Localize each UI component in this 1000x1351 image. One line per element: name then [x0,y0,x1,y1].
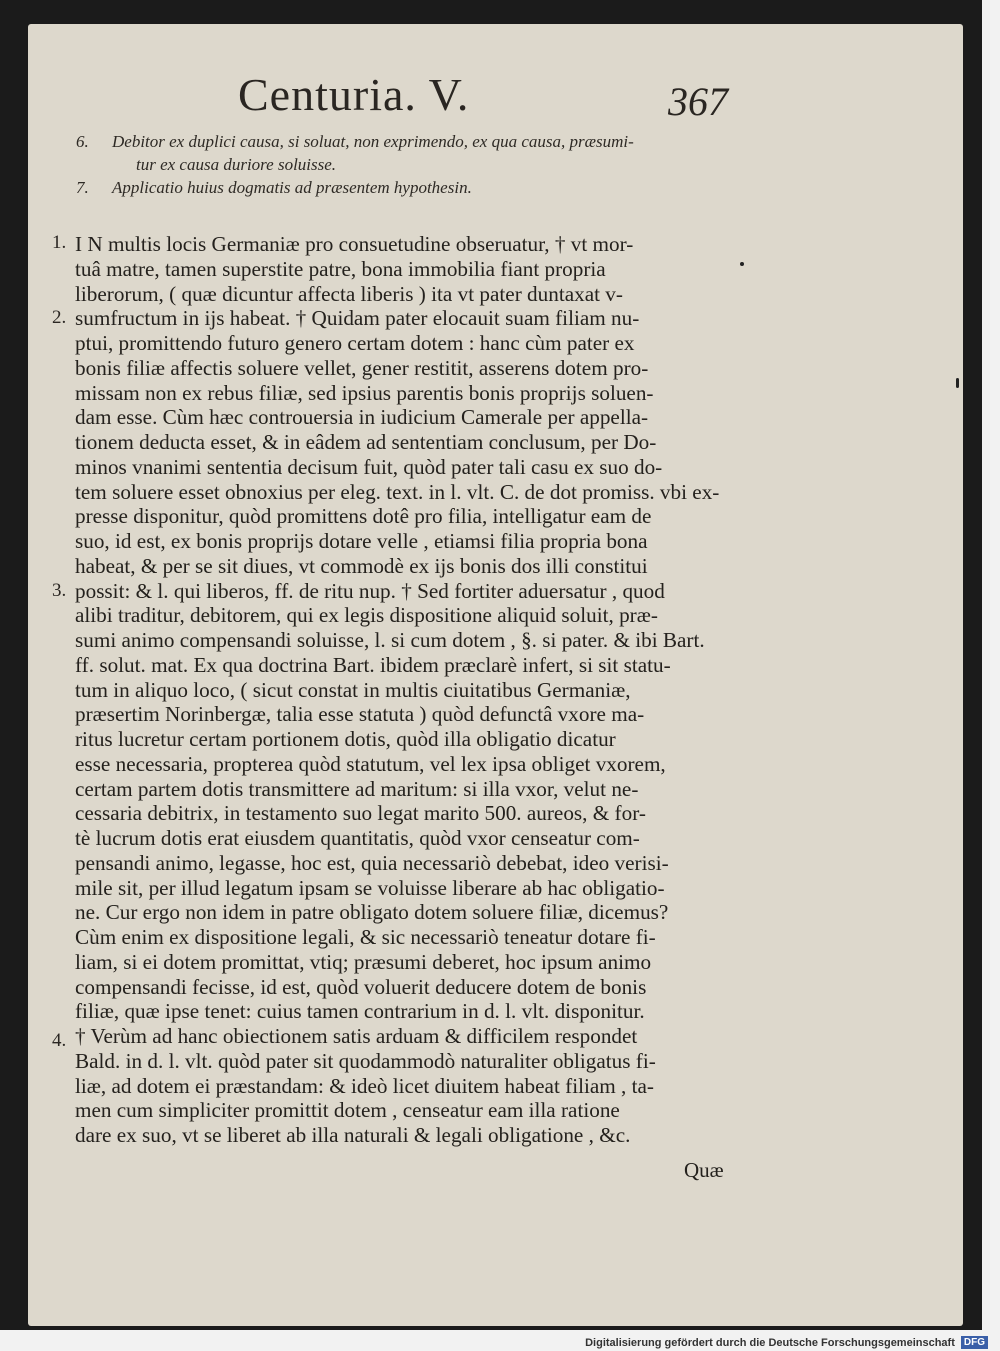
text-line: liam, si ei dotem promittat, vtiq; præsumi deberet, hoc ipsum animo [75,949,652,974]
page-header [238,68,738,128]
margin-marker: 2. [52,307,67,328]
margin-marker: 3. [52,580,67,601]
margin-marker: 4. [52,1030,67,1051]
text-line: mile sit, per illud legatum ipsam se voluisse liberare ab hac obligatio- [75,875,665,900]
text-line: ff. solut. mat. Ex qua doctrina Bart. ibidem præclarè infert, si sit statu- [75,652,671,677]
text-line: tionem deducta esset, & in eâdem ad sententiam conclusum, per Do- [75,430,657,454]
text-line: liæ, ad dotem ei præstandam: & ideò licet diuitem habeat filiam , ta- [75,1073,654,1098]
text-line: pensandi animo, legasse, hoc est, quia necessariò debebat, ideo verisi- [75,850,669,875]
text-line: ritus lucretur certam portionem dotis, quòd illa obligatio dicatur [75,727,616,751]
summary-text: Applicatio huius dogmatis ad præsentem hypothesin. [112,178,472,197]
text-line: filiæ, quæ ipse tenet: cuius tamen contrarium in d. l. vlt. disponitur. [75,999,645,1024]
text-line: bonis filiæ affectis soluere vellet, gener restitit, asserens dotem pro- [75,355,649,380]
text-line: sumfructum in ijs habeat. † Quidam pater elocauit suam filiam nu- [75,306,640,331]
credit-text: Digitalisierung gefördert durch die Deutsche Forschungsgemeinschaft [585,1336,955,1349]
text-line: tè lucrum dotis erat eiusdem quantitatis, quòd vxor censeatur com- [75,826,640,850]
running-title: Centuria. V. [238,69,470,120]
text-line: minos vnanimi sententia decisum fuit, quòd pater tali casu ex suo do- [75,454,663,479]
text-line: alibi traditur, debitorem, qui ex legis dispositione aliquid soluit, præ- [75,603,658,628]
digitization-credit [585,1336,988,1349]
summary-item [72,176,752,199]
text-line: I N multis locis Germaniæ pro consuetudine obseruatur, † vt mor- [75,232,634,256]
text-line: tuâ matre, tamen superstite patre, bona immobilia fiant propria [75,256,606,281]
summary-text-continued: tur ex causa duriore soluisse. [136,155,337,174]
ink-speck [740,262,744,266]
text-line: sumi animo compensandi soluisse, l. si cum dotem , §. si pater. & ibi Bart. [75,628,705,652]
text-line: esse necessaria, propterea quòd statutum, vel lex ipsa obliget vxorem, [75,751,666,776]
summary-number: 7. [76,178,89,197]
text-line: tem soluere esset obnoxius per eleg. text. in l. vlt. C. de dot promiss. vbi ex- [75,479,720,504]
text-line: compensandi fecisse, id est, quòd voluerit deducere dotem de bonis [75,974,647,999]
text-line: † Verùm ad hanc obiectionem satis arduam & difficilem respondet [75,1024,638,1048]
text-line: suo, id est, ex bonis proprijs dotare velle , etiamsi filia propria bona [75,529,648,553]
text-line: men cum simpliciter promittit dotem , censeatur eam illa ratione [75,1098,620,1123]
page-number: 367 [668,79,728,124]
ink-speck [956,378,959,388]
text-line: Cùm enim ex dispositione legali, & sic necessariò teneatur dotare fi- [75,925,656,949]
summary-number: 6. [76,132,89,151]
body-text [75,232,735,1148]
summary-text: Debitor ex duplici causa, si soluat, non exprimendo, ex qua causa, præsumi- [112,132,634,151]
text-line: missam non ex rebus filiæ, sed ipsius parentis bonis proprijs soluen- [75,380,654,405]
text-line: tum in aliquo loco, ( sicut constat in multis ciuitatibus Germaniæ, [75,677,631,702]
text-line: certam partem dotis transmittere ad maritum: si illa vxor, velut ne- [75,776,639,801]
text-line: ne. Cur ergo non idem in patre obligato dotem soluere filiæ, dicemus? [75,900,669,925]
text-line: habeat, & per se sit diues, vt commodè ex ijs bonis dos illi constitui [75,553,648,578]
text-line: ptui, promittendo futuro genero certam dotem : hanc cùm pater ex [75,331,635,355]
text-line: presse disponitur, quòd promittens dotê pro filia, intelligatur eam de [75,504,652,529]
catchword: Quæ [684,1158,724,1182]
text-line: dam esse. Cùm hæc controuersia in iudicium Camerale per appella- [75,405,649,430]
text-line: dare ex suo, vt se liberet ab illa naturali & legali obligatione , &c. [75,1123,631,1147]
chapter-summary [72,130,752,199]
text-line: cessaria debitrix, in testamento suo legat marito 500. aureos, & for- [75,801,646,826]
text-line: Bald. in d. l. vlt. quòd pater sit quodammodò naturaliter obligatus fi- [75,1048,656,1073]
dfg-logo: DFG [961,1336,988,1349]
text-line: liberorum, ( quæ dicuntur affecta liberis ) ita vt pater duntaxat v- [75,281,623,306]
summary-item [72,130,752,176]
margin-marker: 1. [52,232,67,253]
text-line: præsertim Norinbergæ, talia esse statuta ) quòd defunctâ vxore ma- [75,702,645,727]
text-line: possit: & l. qui liberos, ff. de ritu nup. † Sed fortiter aduersatur , quod [75,578,665,603]
